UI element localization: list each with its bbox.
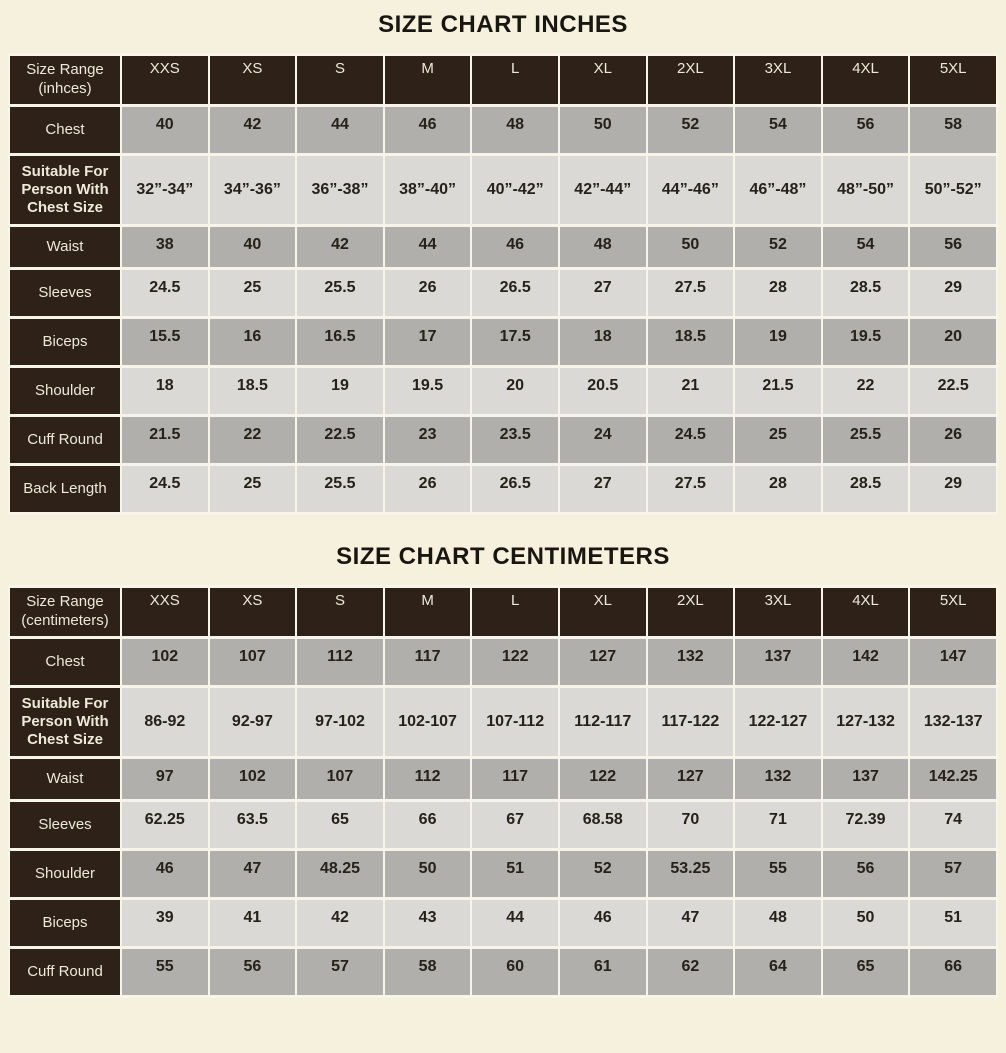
data-cell: 24 (560, 417, 646, 463)
data-cell: 92-97 (210, 688, 296, 756)
data-cell: 70 (648, 802, 734, 848)
data-cell: 44”-46” (648, 156, 734, 224)
data-cell: 26 (385, 270, 471, 316)
inches-size-table (8, 53, 998, 515)
data-cell: 25 (735, 417, 821, 463)
data-cell: 117 (472, 759, 558, 799)
corner-line-1: Size Range (26, 61, 104, 78)
data-cell: 57 (297, 949, 383, 995)
data-cell: 18 (122, 368, 208, 414)
data-cell: 22 (210, 417, 296, 463)
data-cell: 66 (910, 949, 996, 995)
data-cell: 107 (210, 639, 296, 685)
data-cell: 24.5 (648, 417, 734, 463)
data-cell: 40 (210, 227, 296, 267)
data-cell: 56 (823, 851, 909, 897)
centimeters-table-section (8, 585, 998, 998)
centimeters-chart-title: SIZE CHART CENTIMETERS (336, 543, 670, 570)
data-cell: 22.5 (297, 417, 383, 463)
data-cell: 86-92 (122, 688, 208, 756)
data-cell: 22 (823, 368, 909, 414)
data-cell: 51 (910, 900, 996, 946)
row-label: Cuff Round (10, 949, 120, 995)
data-cell: 28 (735, 270, 821, 316)
data-cell: 24.5 (122, 270, 208, 316)
data-cell: 26.5 (472, 466, 558, 512)
data-cell: 50 (385, 851, 471, 897)
data-cell: 62.25 (122, 802, 208, 848)
data-cell: 44 (472, 900, 558, 946)
data-cell: 21.5 (122, 417, 208, 463)
data-cell: 16 (210, 319, 296, 365)
row-label: Sleeves (10, 802, 120, 848)
data-cell: 34”-36” (210, 156, 296, 224)
size-header-cell: S (297, 588, 383, 636)
row-label: Chest (10, 107, 120, 153)
data-cell: 19.5 (823, 319, 909, 365)
row-label: Suitable For Person With Chest Size (10, 156, 120, 224)
data-cell: 127 (560, 639, 646, 685)
data-cell: 50 (648, 227, 734, 267)
data-cell: 27 (560, 466, 646, 512)
data-cell: 43 (385, 900, 471, 946)
data-cell: 15.5 (122, 319, 208, 365)
data-cell: 112-117 (560, 688, 646, 756)
size-header-cell: L (472, 588, 558, 636)
data-cell: 127-132 (823, 688, 909, 756)
size-header-cell: S (297, 56, 383, 104)
data-cell: 42 (210, 107, 296, 153)
data-cell: 46 (122, 851, 208, 897)
data-cell: 58 (910, 107, 996, 153)
data-cell: 29 (910, 466, 996, 512)
data-cell: 142 (823, 639, 909, 685)
data-cell: 18.5 (210, 368, 296, 414)
data-cell: 42 (297, 227, 383, 267)
data-cell: 16.5 (297, 319, 383, 365)
data-cell: 102-107 (385, 688, 471, 756)
data-cell: 67 (472, 802, 558, 848)
data-cell: 54 (735, 107, 821, 153)
data-cell: 147 (910, 639, 996, 685)
data-cell: 21 (648, 368, 734, 414)
data-cell: 28 (735, 466, 821, 512)
row-label: Shoulder (10, 368, 120, 414)
data-cell: 48”-50” (823, 156, 909, 224)
row-label: Suitable For Person With Chest Size (10, 688, 120, 756)
table-row (10, 949, 996, 995)
data-cell: 18.5 (648, 319, 734, 365)
data-cell: 65 (823, 949, 909, 995)
table-row (10, 802, 996, 848)
data-cell: 48.25 (297, 851, 383, 897)
data-cell: 28.5 (823, 270, 909, 316)
data-cell: 56 (823, 107, 909, 153)
size-header-cell: XS (210, 588, 296, 636)
size-header-cell: 3XL (735, 56, 821, 104)
table-body (10, 639, 996, 995)
data-cell: 102 (122, 639, 208, 685)
row-label: Back Length (10, 466, 120, 512)
row-label: Waist (10, 227, 120, 267)
data-cell: 18 (560, 319, 646, 365)
row-label: Sleeves (10, 270, 120, 316)
data-cell: 132 (648, 639, 734, 685)
data-cell: 20 (910, 319, 996, 365)
data-cell: 23 (385, 417, 471, 463)
table-row (10, 156, 996, 224)
size-header-cell: M (385, 588, 471, 636)
data-cell: 46”-48” (735, 156, 821, 224)
data-cell: 27.5 (648, 466, 734, 512)
data-cell: 55 (122, 949, 208, 995)
data-cell: 102 (210, 759, 296, 799)
table-row (10, 417, 996, 463)
size-header-cell: 5XL (910, 56, 996, 104)
row-label: Waist (10, 759, 120, 799)
inches-table-section (8, 53, 998, 515)
table-row (10, 319, 996, 365)
table-row (10, 851, 996, 897)
data-cell: 25.5 (823, 417, 909, 463)
data-cell: 19 (735, 319, 821, 365)
data-cell: 42 (297, 900, 383, 946)
table-row (10, 466, 996, 512)
data-cell: 60 (472, 949, 558, 995)
data-cell: 56 (210, 949, 296, 995)
table-row (10, 759, 996, 799)
data-cell: 29 (910, 270, 996, 316)
corner-line-1: Size Range (26, 593, 104, 610)
data-cell: 52 (560, 851, 646, 897)
data-cell: 72.39 (823, 802, 909, 848)
size-header-cell: XXS (122, 588, 208, 636)
size-header-cell: 5XL (910, 588, 996, 636)
data-cell: 53.25 (648, 851, 734, 897)
data-cell: 27.5 (648, 270, 734, 316)
data-cell: 46 (472, 227, 558, 267)
table-row (10, 227, 996, 267)
data-cell: 20.5 (560, 368, 646, 414)
data-cell: 132-137 (910, 688, 996, 756)
data-cell: 24.5 (122, 466, 208, 512)
data-cell: 66 (385, 802, 471, 848)
data-cell: 68.58 (560, 802, 646, 848)
data-cell: 47 (210, 851, 296, 897)
data-cell: 42”-44” (560, 156, 646, 224)
data-cell: 44 (297, 107, 383, 153)
corner-line-2: (inhces) (38, 80, 92, 97)
header-row (10, 588, 996, 636)
row-label: Shoulder (10, 851, 120, 897)
size-header-cell: 3XL (735, 588, 821, 636)
data-cell: 21.5 (735, 368, 821, 414)
data-cell: 46 (385, 107, 471, 153)
data-cell: 54 (823, 227, 909, 267)
data-cell: 19 (297, 368, 383, 414)
table-row (10, 688, 996, 756)
data-cell: 122-127 (735, 688, 821, 756)
table-row (10, 270, 996, 316)
data-cell: 22.5 (910, 368, 996, 414)
header-row (10, 56, 996, 104)
data-cell: 50 (560, 107, 646, 153)
data-cell: 71 (735, 802, 821, 848)
row-label: Chest (10, 639, 120, 685)
data-cell: 51 (472, 851, 558, 897)
data-cell: 25 (210, 270, 296, 316)
data-cell: 64 (735, 949, 821, 995)
data-cell: 63.5 (210, 802, 296, 848)
data-cell: 38 (122, 227, 208, 267)
data-cell: 26 (385, 466, 471, 512)
data-cell: 122 (560, 759, 646, 799)
data-cell: 65 (297, 802, 383, 848)
table-row (10, 107, 996, 153)
table-header (10, 56, 996, 104)
data-cell: 48 (735, 900, 821, 946)
size-header-cell: XXS (122, 56, 208, 104)
data-cell: 122 (472, 639, 558, 685)
data-cell: 27 (560, 270, 646, 316)
data-cell: 97 (122, 759, 208, 799)
table-row (10, 639, 996, 685)
data-cell: 44 (385, 227, 471, 267)
data-cell: 117-122 (648, 688, 734, 756)
centimeters-size-table (8, 585, 998, 998)
data-cell: 62 (648, 949, 734, 995)
data-cell: 50”-52” (910, 156, 996, 224)
data-cell: 127 (648, 759, 734, 799)
data-cell: 28.5 (823, 466, 909, 512)
size-header-cell: XL (560, 56, 646, 104)
table-body (10, 107, 996, 512)
size-header-cell: 4XL (823, 56, 909, 104)
data-cell: 17.5 (472, 319, 558, 365)
data-cell: 137 (735, 639, 821, 685)
data-cell: 20 (472, 368, 558, 414)
data-cell: 107 (297, 759, 383, 799)
row-label: Biceps (10, 900, 120, 946)
data-cell: 97-102 (297, 688, 383, 756)
data-cell: 38”-40” (385, 156, 471, 224)
size-header-cell: XS (210, 56, 296, 104)
data-cell: 25 (210, 466, 296, 512)
size-header-cell: M (385, 56, 471, 104)
size-header-cell: 2XL (648, 588, 734, 636)
data-cell: 117 (385, 639, 471, 685)
data-cell: 61 (560, 949, 646, 995)
data-cell: 112 (297, 639, 383, 685)
data-cell: 50 (823, 900, 909, 946)
corner-cell (10, 588, 120, 636)
data-cell: 47 (648, 900, 734, 946)
data-cell: 25.5 (297, 466, 383, 512)
table-row (10, 368, 996, 414)
row-label: Cuff Round (10, 417, 120, 463)
data-cell: 41 (210, 900, 296, 946)
data-cell: 26 (910, 417, 996, 463)
table-row (10, 900, 996, 946)
data-cell: 74 (910, 802, 996, 848)
data-cell: 48 (472, 107, 558, 153)
data-cell: 36”-38” (297, 156, 383, 224)
table-header (10, 588, 996, 636)
data-cell: 56 (910, 227, 996, 267)
data-cell: 39 (122, 900, 208, 946)
data-cell: 112 (385, 759, 471, 799)
data-cell: 55 (735, 851, 821, 897)
data-cell: 107-112 (472, 688, 558, 756)
data-cell: 17 (385, 319, 471, 365)
row-label: Biceps (10, 319, 120, 365)
data-cell: 40”-42” (472, 156, 558, 224)
data-cell: 32”-34” (122, 156, 208, 224)
data-cell: 26.5 (472, 270, 558, 316)
data-cell: 58 (385, 949, 471, 995)
data-cell: 46 (560, 900, 646, 946)
data-cell: 52 (648, 107, 734, 153)
size-header-cell: XL (560, 588, 646, 636)
data-cell: 52 (735, 227, 821, 267)
data-cell: 132 (735, 759, 821, 799)
data-cell: 48 (560, 227, 646, 267)
data-cell: 19.5 (385, 368, 471, 414)
size-header-cell: L (472, 56, 558, 104)
data-cell: 40 (122, 107, 208, 153)
size-header-cell: 4XL (823, 588, 909, 636)
data-cell: 142.25 (910, 759, 996, 799)
data-cell: 23.5 (472, 417, 558, 463)
size-header-cell: 2XL (648, 56, 734, 104)
corner-line-2: (centimeters) (21, 612, 109, 629)
inches-chart-title: SIZE CHART INCHES (378, 11, 628, 38)
data-cell: 25.5 (297, 270, 383, 316)
corner-cell (10, 56, 120, 104)
data-cell: 137 (823, 759, 909, 799)
data-cell: 57 (910, 851, 996, 897)
